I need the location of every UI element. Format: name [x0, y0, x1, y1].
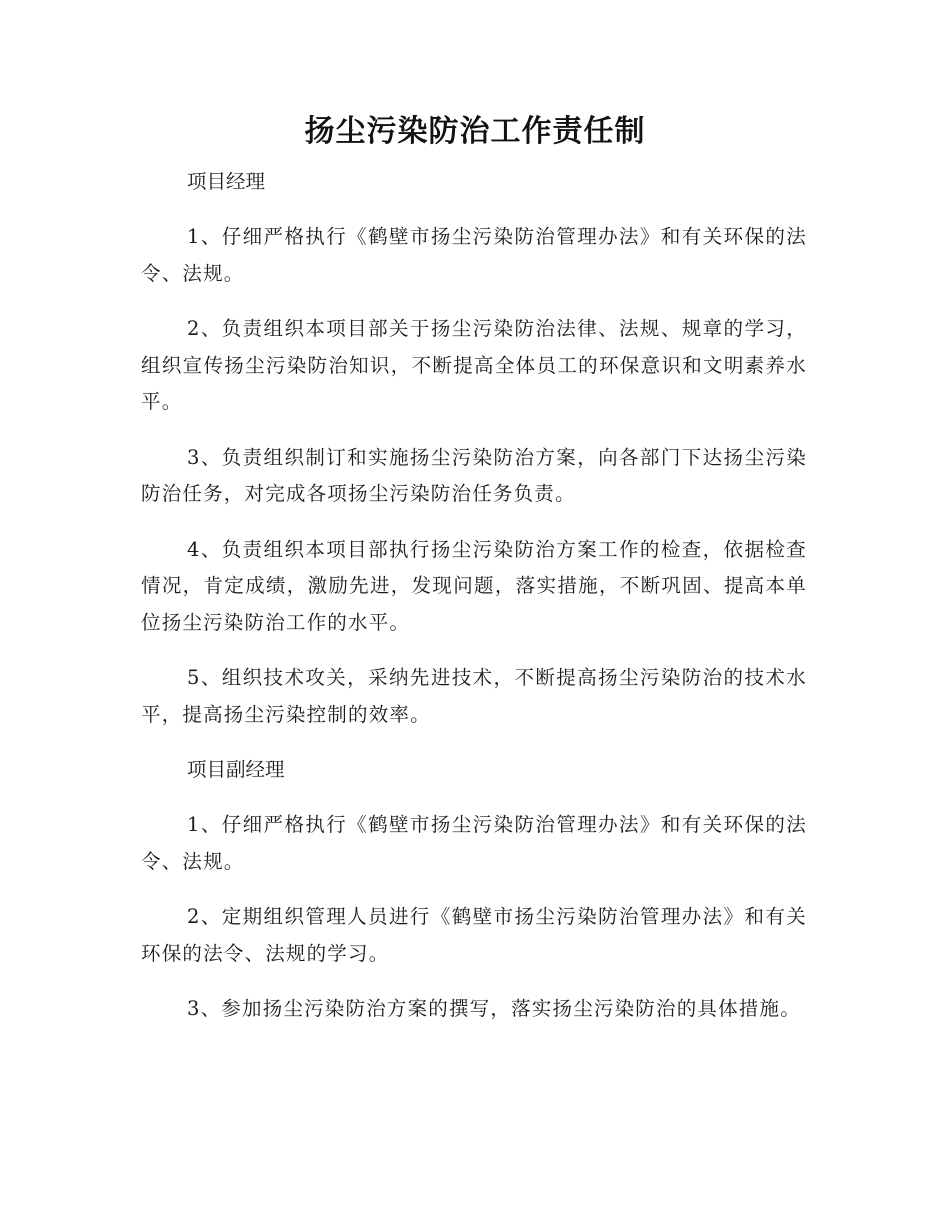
paragraph: 5、组织技术攻关，采纳先进技术，不断提高扬尘污染防治的技术水平，提高扬尘污染控制的效率。	[141, 666, 807, 726]
paragraph: 1、仔细严格执行《鹤壁市扬尘污染防治管理办法》和有关环保的法令、法规。	[141, 813, 807, 873]
document-body	[141, 164, 807, 1028]
paragraph: 1、仔细严格执行《鹤壁市扬尘污染防治管理办法》和有关环保的法令、法规。	[141, 225, 807, 285]
document-title: 扬尘污染防治工作责任制	[304, 114, 646, 149]
paragraph: 2、定期组织管理人员进行《鹤壁市扬尘污染防治管理办法》和有关环保的法令、法规的学习。	[141, 905, 807, 965]
paragraph: 3、参加扬尘污染防治方案的撰写，落实扬尘污染防治的具体措施。	[187, 997, 801, 1020]
section-heading-project-manager: 项目经理	[187, 170, 266, 193]
paragraph: 4、负责组织本项目部执行扬尘污染防治方案工作的检查，依据检查情况，肯定成绩，激励先进，发现问题，落实措施，不断巩固、提高本单位扬尘污染防治工作的水平。	[141, 537, 807, 634]
section-heading-deputy-manager: 项目副经理	[187, 758, 285, 781]
paragraph: 3、负责组织制订和实施扬尘污染防治方案，向各部门下达扬尘污染防治任务，对完成各项扬尘污染防治任务负责。	[141, 445, 807, 505]
paragraph: 2、负责组织本项目部关于扬尘污染防治法律、法规、规章的学习，组织宣传扬尘污染防治知识，不断提高全体员工的环保意识和文明素养水平。	[141, 317, 807, 413]
